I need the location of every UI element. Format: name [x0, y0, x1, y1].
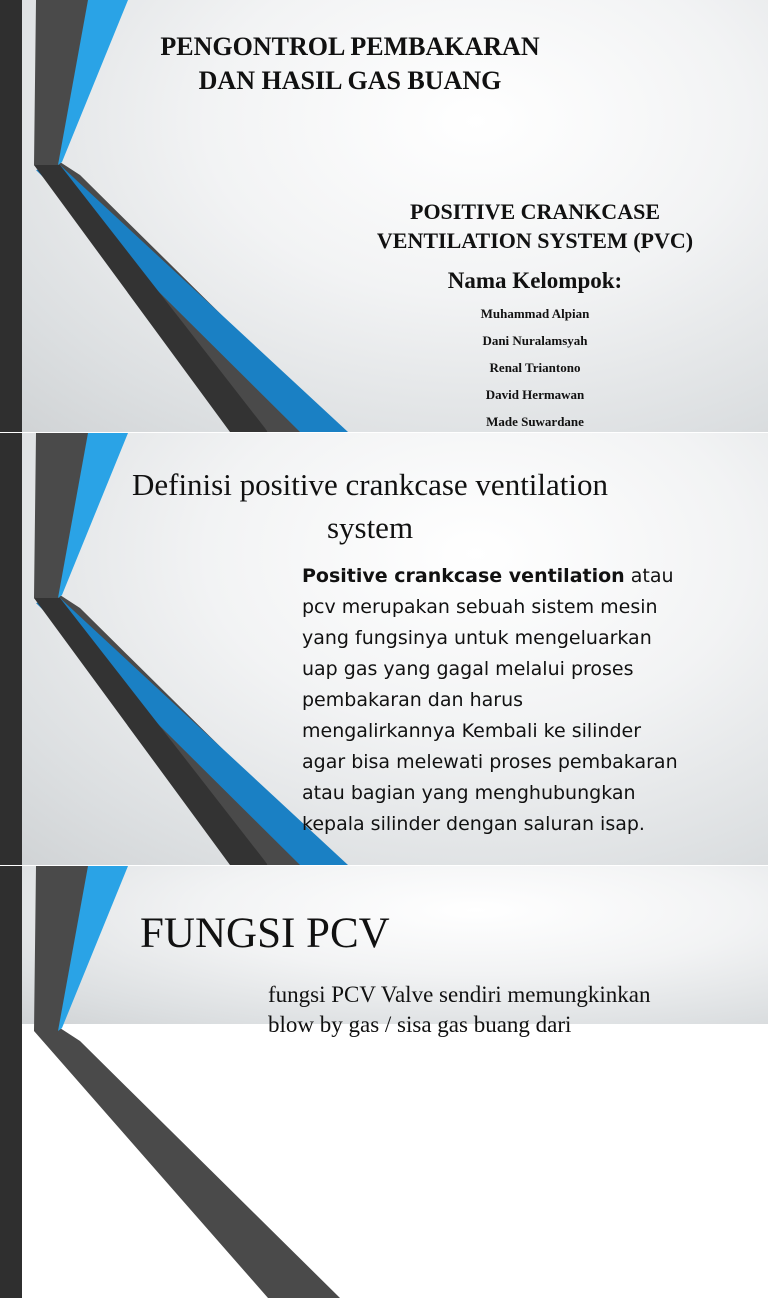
presentation-title	[110, 30, 590, 98]
subtitle-line: POSITIVE CRANKCASE	[410, 199, 660, 224]
body-line: agar bisa melewati proses pembakaran	[302, 751, 678, 773]
body-line: atau	[624, 565, 674, 587]
subtitle-line: VENTILATION SYSTEM (PVC)	[376, 228, 694, 253]
slide-definition	[0, 433, 768, 865]
member-name: Dani Nuralamsyah	[482, 333, 588, 348]
body-line: yang fungsinya untuk mengeluarkan	[302, 627, 652, 649]
title-line: system	[326, 510, 414, 545]
body-line: uap gas yang gagal melalui proses	[302, 658, 634, 680]
slide-title	[0, 0, 768, 432]
body-line: atau bagian yang menghubungkan	[302, 782, 636, 804]
title-line: DAN HASIL GAS BUANG	[198, 66, 502, 95]
definition-body	[302, 561, 742, 840]
member-name: Muhammad Alpian	[480, 306, 590, 321]
body-line: mengalirkannya Kembali ke silinder	[302, 720, 642, 742]
title-line: PENGONTROL PEMBAKARAN	[160, 32, 540, 61]
body-line: blow by gas / sisa gas buang dari	[268, 1012, 572, 1037]
group-label: Nama Kelompok:	[447, 268, 623, 293]
body-line: pcv merupakan sebuah sistem mesin	[302, 596, 658, 618]
title-line: Definisi positive crankcase ventilation	[131, 467, 609, 502]
member-name: Made Suwardane	[486, 414, 584, 429]
slide-function	[0, 866, 768, 1037]
member-name: Renal Triantono	[489, 360, 581, 375]
presentation-subtitle	[340, 197, 730, 255]
slide-title: FUNGSI PCV	[140, 910, 390, 957]
body-line: pembakaran dan harus	[302, 689, 524, 711]
function-body	[268, 980, 748, 1040]
body-line: kepala silinder dengan saluran isap.	[302, 813, 645, 835]
slide-title	[70, 463, 670, 549]
member-name: David Hermawan	[485, 387, 585, 402]
member-list	[340, 300, 730, 435]
definition-term: Positive crankcase ventilation	[302, 565, 625, 587]
body-line: fungsi PCV Valve sendiri memungkinkan	[268, 982, 651, 1007]
